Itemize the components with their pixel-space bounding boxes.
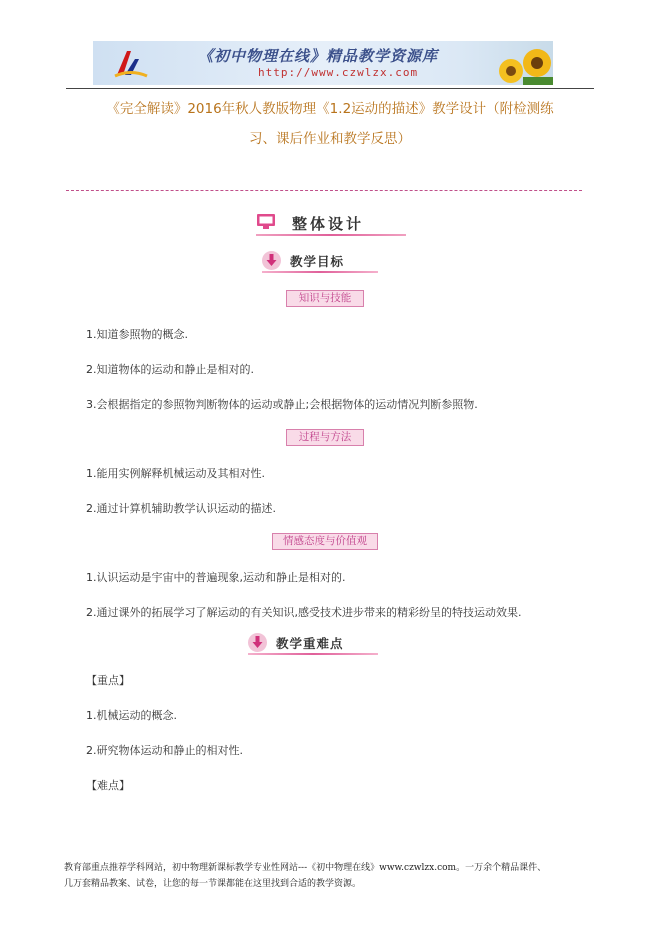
- section-overall-design: [256, 210, 406, 238]
- section-underline: [248, 653, 378, 655]
- document-title-line-1: 《完全解读》2016年秋人教版物理《1.2运动的描述》教学设计（附检测练: [106, 101, 554, 117]
- monitor-icon: [256, 213, 276, 230]
- section-teaching-goals: [262, 250, 378, 272]
- section-underline: [256, 234, 406, 236]
- process-methods-badge: 过程与方法: [286, 429, 364, 446]
- focus-label: 【重点】: [86, 674, 130, 687]
- attitude-values-badge: 情感态度与价值观: [272, 533, 378, 550]
- list-item: 2.知道物体的运动和静止是相对的.: [86, 363, 254, 376]
- list-item: 2.通过计算机辅助教学认识运动的描述.: [86, 502, 276, 515]
- section-title: 整体设计: [292, 215, 365, 233]
- list-item: 1.认识运动是宇宙中的普遍现象,运动和静止是相对的.: [86, 571, 346, 584]
- down-arrow-icon: [248, 633, 267, 652]
- list-item: 3.会根据指定的参照物判断物体的运动或静止;会根据物体的运动情况判断参照物.: [86, 398, 478, 411]
- list-item: 1.机械运动的概念.: [86, 709, 177, 722]
- list-item: 1.能用实例解释机械运动及其相对性.: [86, 467, 265, 480]
- document-title: [60, 94, 600, 154]
- difficulty-label: 【难点】: [86, 779, 130, 792]
- knowledge-skills-badge: 知识与技能: [286, 290, 364, 307]
- document-title-line-2: 习、课后作业和教学反思）: [249, 131, 411, 147]
- section-title: 教学目标: [290, 254, 345, 269]
- banner-title: 《初中物理在线》精品教学资源库: [198, 47, 439, 65]
- list-item: 2.研究物体运动和静止的相对性.: [86, 744, 243, 757]
- section-key-difficult-points: [248, 632, 378, 654]
- list-item: 2.通过课外的拓展学习了解运动的有关知识,感受技术进步带来的精彩纷呈的特技运动效果.: [86, 606, 522, 619]
- dashed-divider: [66, 190, 582, 191]
- header-banner: [93, 41, 553, 85]
- section-title: 教学重难点: [276, 636, 344, 651]
- list-item: 1.知道参照物的概念.: [86, 328, 188, 341]
- banner-url[interactable]: http://www.czwlzx.com: [258, 66, 419, 79]
- header-rule: [66, 88, 594, 89]
- sunflower-icon: [493, 41, 553, 85]
- down-arrow-icon: [262, 251, 281, 270]
- section-underline: [262, 271, 378, 273]
- footer-line-1: 教育部重点推荐学科网站，初中物理新课标教学专业性网站---《初中物理在线》www.czwlzx.com。一万余个精品课件、: [64, 863, 547, 873]
- page-footer: [64, 860, 604, 892]
- footer-line-2: 几万套精品教案、试卷，让您的每一节课都能在这里找到合适的教学资源。: [64, 879, 362, 889]
- site-logo-icon: [113, 45, 149, 81]
